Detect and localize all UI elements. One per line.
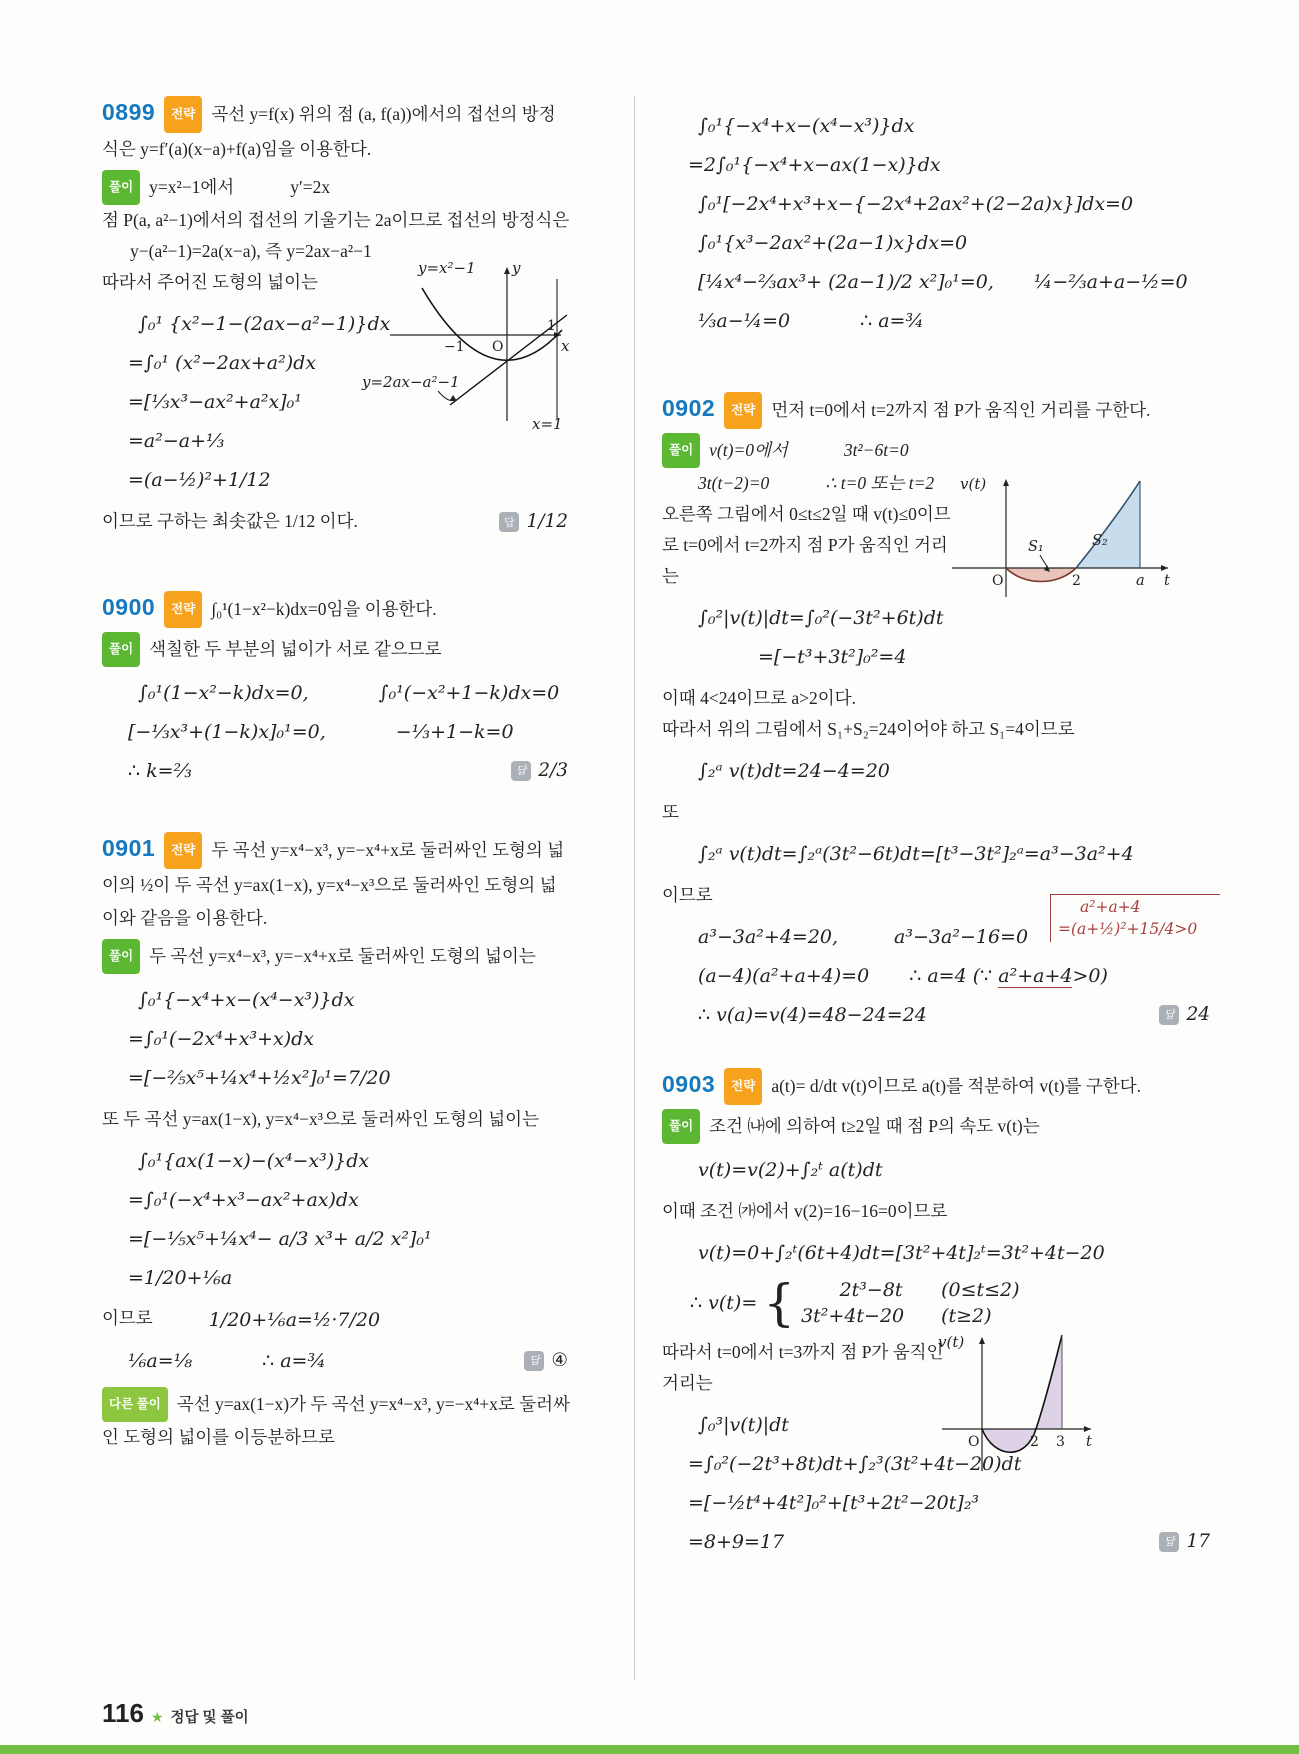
strategy-badge: 전략 — [724, 1068, 762, 1105]
formula-line: ∫₀¹{x³−2ax²+(2a−1)x}dx=0 — [698, 232, 968, 254]
solution-row — [102, 170, 572, 205]
origin-label: O — [492, 339, 504, 355]
tangent-label: y=2ax−a²−1 — [362, 373, 460, 391]
answer-value: 2/3 — [538, 760, 568, 781]
answer-group — [1159, 1529, 1210, 1555]
paragraph-text: 이때 4<24이므로 a>2이다. — [662, 688, 856, 708]
formula-part: 1/20+⅙a=½·7/20 — [208, 1308, 381, 1331]
problem-header — [102, 832, 572, 935]
answer-group — [524, 1348, 568, 1374]
formula-line: v(t)=v(2)+∫₂ᵗ a(t)dt — [698, 1159, 883, 1181]
t-axis-label: t — [1164, 573, 1170, 589]
tick-1: 1 — [547, 318, 556, 334]
formula-line: ∫₀¹ {x²−1−(2ax−a²−1)}dx — [138, 313, 391, 335]
piecewise-brace: { — [763, 1273, 796, 1332]
problem-0903 — [662, 1068, 1214, 1555]
solution-text: 또 두 곡선 y=ax(1−x), y=x⁴−x³으로 둘러싸인 도형의 넓이는 — [102, 1109, 539, 1129]
formula-part: [−⅓x³+(1−k)x]₀¹=0, — [128, 721, 326, 743]
problem-header — [102, 96, 572, 166]
formula-part: ∴ a=4 (∵ a²+a+4>0) — [909, 965, 1108, 987]
problem-number: 0900 — [102, 594, 156, 620]
strategy-badge: 전략 — [164, 96, 202, 133]
v-axis-label: v(t) — [960, 475, 987, 493]
strategy-badge: 전략 — [164, 832, 202, 869]
problem-number: 0901 — [102, 835, 156, 861]
vline-label: x=1 — [532, 415, 563, 433]
t-axis-arrow — [1161, 565, 1168, 571]
curve-label: y=x²−1 — [418, 259, 476, 277]
solution-badge: 풀이 — [102, 170, 140, 205]
answer-value: 24 — [1186, 1004, 1210, 1025]
problem-0902 — [662, 392, 1214, 1028]
formula-line: =∫₀²(−2t³+8t)dt+∫₂³(3t²+4t−20)dt — [688, 1453, 1022, 1475]
formula-line — [698, 963, 1214, 989]
strategy-text: 곡선 y=f(x) 위의 점 (a, f(a))에서의 접선의 방정식은 y=f′(a)(x−a)+f(a)임을 이용한다. — [102, 104, 556, 159]
formula-part: ∴ a=¾ — [262, 1350, 326, 1372]
formula-line: =[−t³+3t²]₀²=4 — [758, 646, 907, 668]
region-s1 — [1006, 568, 1076, 582]
formula-part: ⅓a−¼=0 — [698, 310, 791, 332]
answer-row — [102, 506, 572, 537]
graph-0903-velocity — [930, 1329, 1098, 1481]
formula-part: =8+9=17 — [688, 1531, 785, 1553]
solution-badge: 풀이 — [102, 939, 140, 974]
t-axis-label: t — [1086, 1434, 1092, 1450]
formula-part: a³−3a²+4=20, — [698, 926, 839, 948]
formula-line: ∫₀¹{−x⁴+x−(x⁴−x³)}dx — [138, 989, 355, 1011]
connector-text: 이므로 — [102, 1309, 153, 1329]
formula-part: ∴ k=⅔ — [128, 760, 192, 782]
v-axis-arrow — [979, 1337, 985, 1344]
formula-line — [698, 308, 1214, 334]
formula-part: ∴ a=¾ — [860, 310, 924, 332]
answer-icon: 답 — [1159, 1532, 1179, 1552]
solution-badge: 풀이 — [662, 433, 700, 468]
strategy-text: 먼저 t=0에서 t=2까지 점 P가 움직인 거리를 구한다. — [771, 400, 1151, 420]
piecewise-prefix: ∴ v(t)= — [690, 1292, 758, 1314]
s2-label: S₂ — [1092, 533, 1108, 549]
formula-part: −⅓+1−k=0 — [395, 721, 514, 743]
formula-part: ∫₀¹(1−x²−k)dx=0, — [138, 682, 309, 704]
strategy-text: ∫₀¹(1−x²−k)dx=0임을 이용한다. — [211, 599, 437, 619]
formula-line: =(a−½)²+1/12 — [128, 469, 271, 491]
answer-row — [128, 758, 572, 784]
problem-header — [102, 591, 572, 628]
problem-number: 0903 — [662, 1071, 716, 1097]
formula-line: =[−⅖x⁵+¼x⁴+½x²]₀¹=7/20 — [128, 1067, 391, 1089]
tick-minus1: −1 — [444, 339, 465, 355]
strategy-text: 두 곡선 y=x⁴−x³, y=−x⁴+x로 둘러싸인 도형의 넓이의 ½이 두 곡선 y=ax(1−x), y=x⁴−x³으로 둘러싸인 도형의 넓이와 같음을 이용한다. — [102, 840, 565, 928]
formula-part: ∴ v(a)=v(4)=48−24=24 — [698, 1004, 927, 1026]
solution-text: 조건 ㈏에 의하여 t≥2일 때 점 P의 속도 v(t)는 — [709, 1116, 1040, 1136]
bottom-accent-bar — [0, 1745, 1299, 1754]
margin-note-line: a²+a+4 — [1080, 898, 1141, 916]
left-column — [102, 96, 572, 1453]
answer-group — [511, 758, 568, 784]
origin-label: O — [968, 1434, 980, 1450]
y-axis-label: y — [512, 259, 521, 277]
alt-solution-badge: 다른 풀이 — [102, 1387, 168, 1422]
strategy-text: a(t)= d/dt v(t)이므로 a(t)를 적분하여 v(t)를 구한다. — [771, 1076, 1142, 1096]
strategy-badge: 전략 — [724, 392, 762, 429]
paragraph-text: 따라서 t=0에서 t=3까지 점 P가 움직인 거리는 — [662, 1342, 944, 1393]
formula-line: ∫₀¹{ax(1−x)−(x⁴−x³)}dx — [138, 1150, 370, 1172]
formula-part: ⅙a=⅛ — [128, 1350, 193, 1372]
piecewise-definition — [690, 1273, 1214, 1332]
answer-group — [499, 511, 568, 532]
solution-row — [102, 632, 572, 667]
solution-text: y−(a²−1)=2a(x−a), 즉 y=2ax−a²−1 — [130, 241, 372, 261]
solution-badge: 풀이 — [662, 1109, 700, 1144]
paragraph-text: 오른쪽 그림에서 0≤t≤2일 때 v(t)≤0이므로 t=0에서 t=2까지 점 P가 움직인 거리는 — [662, 504, 951, 586]
formula-line: ∫₀³|v(t)|dt — [698, 1414, 789, 1436]
formula-line: =[−⅕x⁵+¼x⁴− a/3 x³+ a/2 x²]₀¹ — [128, 1228, 432, 1250]
formula-part: 3t(t−2)=0 — [698, 473, 770, 493]
formula-line: ∫₀¹[−2x⁴+x³+x−{−2x⁴+2ax²+(2−2a)x}]dx=0 — [698, 193, 1134, 215]
right-column — [662, 96, 1214, 1568]
answer-icon: 답 — [511, 761, 531, 781]
problem-header — [662, 1068, 1214, 1105]
formula-line — [138, 680, 572, 706]
answer-row — [688, 1529, 1214, 1555]
label-arrowhead — [450, 395, 457, 401]
paragraph-text: 이므로 — [662, 885, 713, 905]
tick-a: a — [1136, 573, 1145, 589]
formula-line: =∫₀¹(−x⁴+x³−ax²+ax)dx — [128, 1189, 359, 1211]
answer-value: 17 — [1186, 1531, 1210, 1552]
shaded-region-below — [982, 1429, 1036, 1452]
page-number: 116 — [102, 1698, 144, 1728]
x-axis-label: x — [561, 337, 570, 355]
formula-line — [698, 269, 1214, 295]
solution-text: y=x²−1에서 — [149, 177, 235, 197]
formula-line: =∫₀¹(−2x⁴+x³+x)dx — [128, 1028, 314, 1050]
formula-line: v(t)=0+∫₂ᵗ(6t+4)dt=[3t²+4t]₂ᵗ=3t²+4t−20 — [698, 1242, 1105, 1264]
formula-line: ∫₀¹{−x⁴+x−(x⁴−x³)}dx — [698, 115, 915, 137]
formula-part: (a−4)(a²+a+4)=0 — [698, 965, 870, 987]
solution-text: v(t)=0에서 — [709, 440, 788, 460]
v-axis-label: v(t) — [938, 1333, 965, 1351]
answer-group — [1159, 1002, 1210, 1028]
origin-label: O — [992, 573, 1004, 589]
tick-2: 2 — [1030, 1434, 1039, 1450]
paragraph-text: 또 — [662, 802, 679, 822]
tick-3: 3 — [1056, 1434, 1065, 1450]
problem-0901 — [102, 832, 572, 1453]
footer-label: 정답 및 풀이 — [170, 1710, 249, 1726]
solution-row — [662, 433, 1214, 468]
answer-value: 1/12 — [526, 511, 568, 532]
formula-line: ∫₀²|v(t)|dt=∫₀²(−3t²+6t)dt — [698, 607, 944, 629]
problem-number: 0899 — [102, 99, 156, 125]
solution-text: 색칠한 두 부분의 넓이가 서로 같으므로 — [149, 639, 442, 659]
formula-line — [128, 719, 572, 745]
problem-header — [662, 392, 1214, 429]
solution-text: 따라서 주어진 도형의 넓이는 — [102, 272, 318, 292]
formula-line: =[−½t⁴+4t²]₀²+[t³+2t²−20t]₂³ — [688, 1492, 980, 1514]
formula-line: =a²−a+⅓ — [128, 430, 225, 452]
formula-line: =[⅓x³−ax²+a²x]₀¹ — [128, 391, 302, 413]
page-footer — [102, 1698, 249, 1729]
star-icon: ★ — [150, 1709, 164, 1725]
solution-row — [662, 1109, 1214, 1144]
formula-part: [¼x⁴−⅔ax³+ (2a−1)/2 x²]₀¹=0, — [698, 271, 994, 293]
problem-number: 0902 — [662, 395, 716, 421]
column-divider — [634, 96, 635, 1680]
formula-line: =∫₀¹ (x²−2ax+a²)dx — [128, 352, 317, 374]
y-axis-arrow — [504, 267, 510, 274]
formula-line: ∫₂ᵃ v(t)dt=∫₂ᵃ(3t²−6t)dt=[t³−3t²]₂ᵃ=a³−3a²+4 — [698, 843, 1134, 865]
answer-icon: 답 — [499, 512, 519, 532]
answer-icon: 답 — [1159, 1005, 1179, 1025]
solution-text: 점 P(a, a²−1)에서의 접선의 기울기는 2a이므로 접선의 방정식은 — [102, 210, 570, 230]
paragraph-text: 이때 조건 ㈎에서 v(2)=16−16=0이므로 — [662, 1201, 948, 1221]
formula-line — [102, 1304, 572, 1335]
solution-text: 3t²−6t=0 — [843, 440, 909, 460]
formula-part: a³−3a²−16=0 — [894, 926, 1029, 948]
solution-badge: 풀이 — [102, 632, 140, 667]
solution-text: 두 곡선 y=x⁴−x³, y=−x⁴+x로 둘러싸인 도형의 넓이는 — [149, 946, 536, 966]
formula-part: ¼−⅔a+a−½=0 — [1033, 271, 1188, 293]
solution-text: y′=2x — [290, 177, 331, 197]
paragraph-text: 따라서 위의 그림에서 S₁+S₂=24이어야 하고 S₁=4이므로 — [662, 719, 1075, 739]
piecewise-cases — [801, 1279, 1019, 1327]
v-axis-arrow — [1003, 479, 1009, 486]
solution-row — [102, 939, 572, 974]
formula-line — [698, 898, 1214, 950]
piecewise-case: 3t²+4t−20 (t≥2) — [801, 1305, 992, 1327]
answer-icon: 답 — [524, 1351, 544, 1371]
conclusion-text: 이므로 구하는 최솟값은 1/12 이다. — [102, 511, 358, 531]
answer-value: ④ — [551, 1350, 568, 1371]
tick-2: 2 — [1072, 573, 1081, 589]
alt-solution-text: 곡선 y=ax(1−x)가 두 곡선 y=x⁴−x³, y=−x⁴+x로 둘러싸인 도형의 넓이를 이등분하므로 — [102, 1394, 570, 1447]
problem-0900 — [102, 591, 572, 784]
answer-row — [698, 1002, 1214, 1028]
formula-line: =2∫₀¹{−x⁴+x−ax(1−x)}dx — [688, 154, 941, 176]
formula-line: ∫₂ᵃ v(t)dt=24−4=20 — [698, 760, 890, 782]
formula-part: ∴ t=0 또는 t=2 — [825, 473, 935, 493]
margin-note-line: =(a+½)²+15/4>0 — [1058, 920, 1198, 938]
problem-0899 — [102, 96, 572, 537]
margin-note — [1050, 894, 1220, 942]
red-underlined-term: a²+a+4 — [998, 965, 1073, 987]
formula-part: ∫₀¹(−x²+1−k)dx=0 — [378, 682, 560, 704]
strategy-badge: 전략 — [164, 591, 202, 628]
problem-0901-continued — [662, 96, 1214, 334]
alt-solution-row — [102, 1387, 572, 1453]
t-axis-arrow — [1084, 1426, 1091, 1432]
graph-0902-velocity — [944, 471, 1174, 625]
formula-line: =1/20+⅙a — [128, 1267, 233, 1289]
answer-row — [128, 1348, 572, 1374]
graph-0899-parabola-tangent — [360, 255, 570, 431]
piecewise-case: 2t³−8t (0≤t≤2) — [839, 1279, 1020, 1301]
s1-label: S₁ — [1028, 539, 1044, 555]
